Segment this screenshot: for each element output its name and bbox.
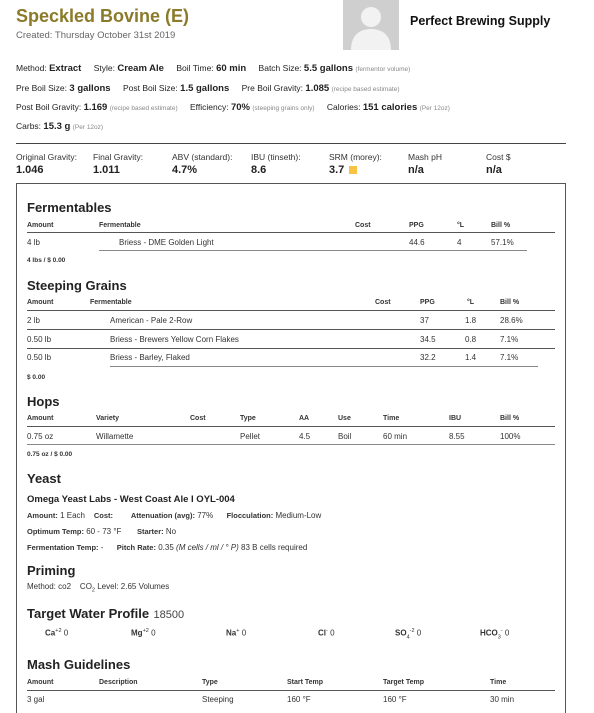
stat-label: Final Gravity: (93, 152, 144, 162)
ion-magnesium (131, 628, 156, 638)
stat-label: Original Gravity: (16, 152, 77, 162)
yeast-line-2 (27, 527, 176, 536)
col-header: Time (383, 415, 400, 422)
carbs-note: (Per 12oz) (72, 124, 104, 131)
table-cell: Steeping (202, 695, 234, 704)
yeast-attenuation-value: 77% (197, 511, 214, 520)
yeast-pitch-rate-unit: (M cells / ml / ° P) (176, 543, 239, 552)
row-rule (110, 366, 538, 367)
col-header: Start Temp (287, 679, 324, 686)
meta-line-3 (16, 102, 450, 113)
stat-value: 4.7% (172, 164, 198, 176)
table-cell: Briess - Barley, Flaked (110, 353, 190, 362)
stat-value: n/a (486, 164, 502, 176)
divider (16, 143, 566, 144)
meta-line-1 (16, 63, 410, 74)
yeast-heading: Yeast (27, 471, 61, 486)
carbs-label: Carbs: (16, 121, 42, 131)
efficiency-label: Efficiency: (190, 102, 229, 112)
efficiency-note: (steeping grains only) (252, 105, 315, 112)
table-cell: 57.1% (491, 238, 514, 247)
ion-value: 0 (151, 628, 156, 638)
table-cell: 34.5 (420, 335, 436, 344)
table-cell: 1.8 (465, 316, 477, 325)
water-heading-row (27, 605, 184, 623)
yeast-temp-value: 60 - 73 °F (86, 527, 122, 536)
batch-value: 5.5 gallons (303, 63, 354, 74)
row-rule (99, 250, 527, 251)
ion-symbol: Ca (45, 628, 56, 638)
stat-value: 3.7 (329, 164, 345, 176)
stat-label: Mash pH (408, 152, 443, 162)
col-header: PPG (409, 222, 424, 229)
boil-time-label: Boil Time: (176, 63, 214, 73)
ion-charge: +2 (55, 628, 62, 634)
pre-boil-value: 3 gallons (69, 83, 111, 94)
col-header: AA (299, 415, 310, 422)
stat-value: 1.011 (93, 164, 120, 176)
method-value: Extract (49, 63, 82, 74)
pre-boil-label: Pre Boil Size: (16, 83, 68, 93)
stat-label: IBU (tinseth): (251, 152, 301, 162)
col-header: PPG (420, 299, 435, 306)
fermentables-summary: 4 lbs / $ 0.00 (27, 257, 66, 264)
mash-heading: Mash Guidelines (27, 657, 131, 672)
table-cell: 100% (500, 432, 521, 441)
post-gravity-value: 1.169 (83, 102, 108, 113)
ion-charge: -2 (409, 628, 415, 634)
table-cell: 160 °F (287, 695, 311, 704)
yeast-fermentation-temp-label: Fermentation Temp: (27, 543, 99, 552)
post-boil-value: 1.5 gallons (180, 83, 230, 94)
stat-og (16, 152, 77, 176)
table-cell: 30 min (490, 695, 515, 704)
stat-label: ABV (standard): (172, 152, 233, 162)
post-gravity-note: (recipe based estimate) (109, 105, 178, 112)
col-header: °L (467, 299, 475, 306)
style-label: Style: (93, 63, 115, 73)
table-cell: 4 (457, 238, 462, 247)
col-header: °L (457, 222, 465, 229)
carbs-value: 15.3 g (43, 121, 71, 132)
ion-value: 0 (330, 628, 335, 638)
col-header: Amount (27, 415, 54, 422)
store-name: Perfect Brewing Supply (410, 14, 551, 28)
header-rule (27, 310, 555, 311)
ion-value: 0 (504, 628, 510, 638)
table-cell: American - Pale 2-Row (110, 316, 193, 325)
ion-chloride (318, 628, 335, 638)
batch-label: Batch Size: (258, 63, 302, 73)
col-header: Fermentable (99, 222, 141, 229)
table-cell: 0.50 lb (27, 353, 52, 362)
col-header: Target Temp (383, 679, 424, 686)
table-cell: 7.1% (500, 353, 519, 362)
table-cell: Briess - Brewers Yellow Corn Flakes (110, 335, 239, 344)
ion-sulfate (395, 628, 421, 640)
yeast-name: Omega Yeast Labs - West Coast Ale I OYL-004 (27, 494, 235, 505)
col-header: Bill % (500, 299, 520, 306)
row-rule (27, 329, 555, 330)
steeping-summary: $ 0.00 (27, 374, 46, 381)
co2-level: Level: 2.65 Volumes (94, 582, 170, 591)
pre-gravity-note: (recipe based estimate) (331, 86, 400, 93)
table-cell: 4.5 (299, 432, 311, 441)
stat-ibu (251, 152, 301, 176)
priming-method: Method: co2 (27, 582, 72, 591)
priming-line (27, 582, 169, 594)
co2-label: CO (79, 582, 92, 591)
hops-heading: Hops (27, 394, 60, 409)
ion-symbol: Mg (131, 628, 143, 638)
ion-value: 0 (416, 628, 422, 638)
batch-note: (fermentor volume) (355, 66, 411, 73)
ion-symbol: Cl (318, 628, 326, 638)
header-rule (27, 690, 555, 691)
ion-calcium (45, 628, 68, 638)
row-rule (27, 348, 555, 349)
ion-charge: - (500, 628, 503, 634)
table-cell: 60 min (383, 432, 408, 441)
col-header: IBU (449, 415, 462, 422)
header-rule (27, 232, 555, 233)
yeast-pitch-rate-value: 0.35 (158, 543, 174, 552)
col-header: Bill % (491, 222, 511, 229)
post-gravity-label: Post Boil Gravity: (16, 102, 82, 112)
table-cell: 8.55 (449, 432, 465, 441)
table-cell: 1.4 (465, 353, 477, 362)
yeast-starter-label: Starter: (136, 527, 164, 536)
ion-value: 0 (63, 628, 69, 638)
table-cell: 7.1% (500, 335, 519, 344)
ion-value: 0 (241, 628, 247, 638)
ion-symbol: HCO (480, 628, 498, 638)
yeast-starter-value: No (165, 527, 177, 536)
priming-heading: Priming (27, 563, 76, 578)
col-header: Amount (27, 222, 54, 229)
avatar (343, 0, 399, 50)
yeast-flocculation-value: Medium-Low (275, 511, 322, 520)
ion-charge: - (326, 628, 328, 634)
method-label: Method: (16, 63, 47, 73)
stat-cost (486, 152, 511, 176)
yeast-amount-value: 1 Each (60, 511, 85, 520)
ion-symbol: SO (395, 628, 407, 638)
col-header: Description (99, 679, 138, 686)
stat-value: 8.6 (251, 164, 267, 176)
yeast-amount-label: Amount: (27, 511, 58, 520)
table-cell: 44.6 (409, 238, 425, 247)
table-cell: Pellet (240, 432, 261, 441)
boil-time-value: 60 min (216, 63, 247, 74)
table-cell: 28.6% (500, 316, 523, 325)
water-profile-name: 18500 (153, 609, 185, 621)
ion-subscript: 3 (497, 634, 501, 641)
stat-srm (329, 152, 382, 176)
ion-charge: +2 (142, 628, 149, 634)
yeast-temp-label: Optimum Temp: (27, 527, 84, 536)
col-header: Bill % (500, 415, 520, 422)
yeast-fermentation-temp-value: - (100, 543, 104, 552)
steeping-heading: Steeping Grains (27, 278, 127, 293)
col-header: Cost (355, 222, 371, 229)
stat-label: SRM (morey): (329, 152, 382, 162)
meta-line-4 (16, 121, 103, 132)
yeast-line-3 (27, 543, 307, 552)
efficiency-value: 70% (230, 102, 250, 113)
table-cell: 3 gal (27, 695, 45, 704)
ion-bicarbonate (480, 628, 509, 640)
table-cell: 0.8 (465, 335, 477, 344)
yeast-line-1 (27, 511, 321, 520)
col-header: Type (202, 679, 218, 686)
yeast-pitch-rate-label: Pitch Rate: (116, 543, 156, 552)
calories-note: (Per 12oz) (419, 105, 450, 112)
col-header: Use (338, 415, 351, 422)
col-header: Cost (190, 415, 206, 422)
stat-fg (93, 152, 143, 176)
srm-color-swatch (349, 166, 357, 174)
ion-symbol: Na (226, 628, 237, 638)
calories-value: 151 calories (362, 102, 418, 113)
yeast-attenuation-label: Attenuation (avg): (130, 511, 195, 520)
meta-line-2 (16, 83, 400, 94)
stat-value: n/a (408, 164, 424, 176)
col-header: Amount (27, 679, 54, 686)
yeast-cost-label: Cost: (93, 511, 114, 520)
row-rule (27, 444, 555, 445)
stat-abv (172, 152, 232, 176)
yeast-cells-required: 83 B cells required (241, 543, 308, 552)
hops-summary: 0.75 oz / $ 0.00 (27, 451, 73, 458)
col-header: Variety (96, 415, 119, 422)
table-cell: 32.2 (420, 353, 436, 362)
style-value: Cream Ale (117, 63, 164, 74)
pre-gravity-label: Pre Boil Gravity: (241, 83, 304, 93)
col-header: Cost (375, 299, 391, 306)
table-cell: 4 lb (27, 238, 40, 247)
col-header: Time (490, 679, 507, 686)
table-cell: 2 lb (27, 316, 40, 325)
created-date: Created: Thursday October 31st 2019 (16, 30, 176, 41)
stat-value: 1.046 (16, 164, 44, 176)
col-header: Fermentable (90, 299, 132, 306)
co2-subscript: 2 (91, 587, 95, 594)
pre-gravity-value: 1.085 (305, 83, 330, 94)
table-cell: Boil (338, 432, 352, 441)
header-rule (27, 426, 555, 427)
table-cell: 0.75 oz (27, 432, 54, 441)
ion-charge: + (236, 628, 240, 634)
col-header: Amount (27, 299, 54, 306)
post-boil-label: Post Boil Size: (122, 83, 178, 93)
table-cell: 0.50 lb (27, 335, 52, 344)
water-heading: Target Water Profile (27, 606, 150, 621)
stat-mash-ph (408, 152, 442, 176)
stat-label: Cost $ (486, 152, 511, 162)
recipe-title: Speckled Bovine (E) (16, 6, 190, 26)
table-cell: 37 (420, 316, 429, 325)
user-silhouette-icon (343, 0, 399, 50)
table-cell: 160 °F (383, 695, 407, 704)
table-cell: Briess - DME Golden Light (119, 238, 214, 247)
table-cell: Willamette (96, 432, 134, 441)
yeast-flocculation-label: Flocculation: (226, 511, 274, 520)
col-header: Type (240, 415, 256, 422)
fermentables-heading: Fermentables (27, 200, 112, 215)
ion-subscript: 4 (406, 634, 410, 641)
calories-label: Calories: (326, 102, 361, 112)
ion-sodium (226, 628, 246, 638)
